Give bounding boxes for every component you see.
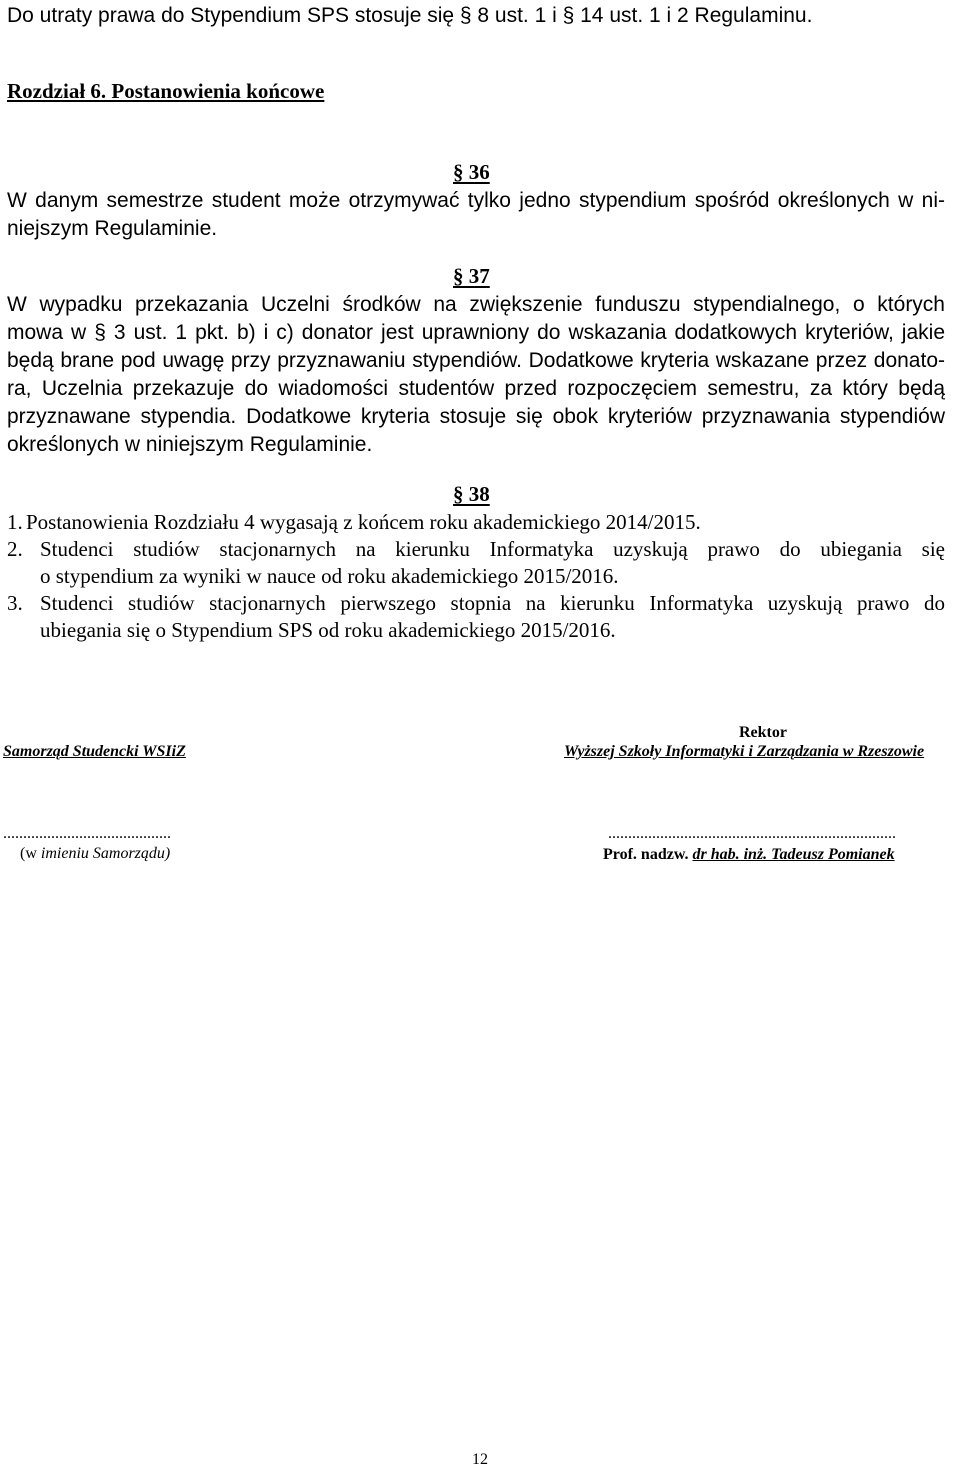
intro-line: Do utraty prawa do Stypendium SPS stosuje się § 8 ust. 1 i § 14 ust. 1 i 2 Regulaminu.: [7, 4, 813, 27]
section-mark: § 36: [453, 160, 490, 184]
item-1-number: 1.: [7, 510, 23, 534]
section-36-line-1: W danym semestrze student może otrzymywać tylko jedno stypendium spośród określonych w ni-: [7, 189, 945, 212]
right-signatory-title: Wyższej Szkoły Informatyki i Zarządzania w Rzeszowie: [564, 743, 925, 760]
section-37-line-2: mowa w § 3 ust. 1 pkt. b) i c) donator jest uprawniony do wskazania dodatkowych kryteriów, jakie: [7, 321, 945, 344]
item-3-line-1: Studenci studiów stacjonarnych pierwszego stopnia na kierunku Informatyka uzyskują prawo do: [40, 591, 945, 615]
section-mark: § 38: [453, 482, 490, 506]
section-37-heading: [453, 262, 490, 290]
section-36-line-2: niejszym Regulaminie.: [7, 217, 218, 240]
right-signature-name: [603, 845, 895, 865]
section-38-heading: [453, 480, 490, 508]
item-3-line-2: ubiegania się o Stypendium SPS od roku akademickiego 2015/2016.: [40, 618, 616, 642]
page-number: 12: [472, 1451, 488, 1468]
section-36-heading: [453, 158, 490, 186]
section-37-line-6: określonych w niniejszym Regulaminie.: [7, 433, 373, 456]
right-signature-line: ........................................................................: [608, 825, 896, 842]
section-mark: § 37: [453, 264, 490, 288]
section-37-line-1: W wypadku przekazania Uczelni środków na zwiększenie funduszu stypendialnego, o których: [7, 293, 945, 316]
section-37-line-5: przyznawane stypendia. Dodatkowe kryteria stosuje się obok kryteriów przyznawania stypendiów: [7, 405, 945, 428]
item-2-number: 2.: [7, 537, 23, 561]
rector-role: Rektor: [739, 724, 787, 741]
name-italic: dr hab. inż. Tadeusz Pomianek: [692, 846, 895, 863]
section-37-line-3: będą brane pod uwagę przy przyznawaniu stypendiów. Dodatkowe kryteria wskazane przez donato-: [7, 349, 945, 372]
left-signatory-title: Samorząd Studencki WSIiZ: [3, 743, 186, 760]
caption-italic: imieniu Samorządu): [40, 845, 171, 862]
caption-prefix: (w: [20, 845, 41, 862]
item-1-line-1: Postanowienia Rozdziału 4 wygasają z końcem roku akademickiego 2014/2015.: [26, 510, 701, 534]
item-2-line-2: o stypendium za wyniki w nauce od roku akademickiego 2015/2016.: [40, 564, 619, 588]
item-3-number: 3.: [7, 591, 23, 615]
chapter-title: Rozdział 6. Postanowienia końcowe: [7, 79, 325, 103]
name-prefix: Prof. nadzw.: [603, 846, 693, 863]
section-37-line-4: ra, Uczelnia przekazuje do wiadomości studentów przed rozpoczęciem semestru, za który będą: [7, 377, 945, 400]
left-signature-caption: [20, 844, 170, 864]
item-2-line-1: Studenci studiów stacjonarnych na kierunku Informatyka uzyskują prawo do ubiegania się: [40, 537, 945, 561]
left-signature-line: ..........................................: [3, 825, 171, 842]
